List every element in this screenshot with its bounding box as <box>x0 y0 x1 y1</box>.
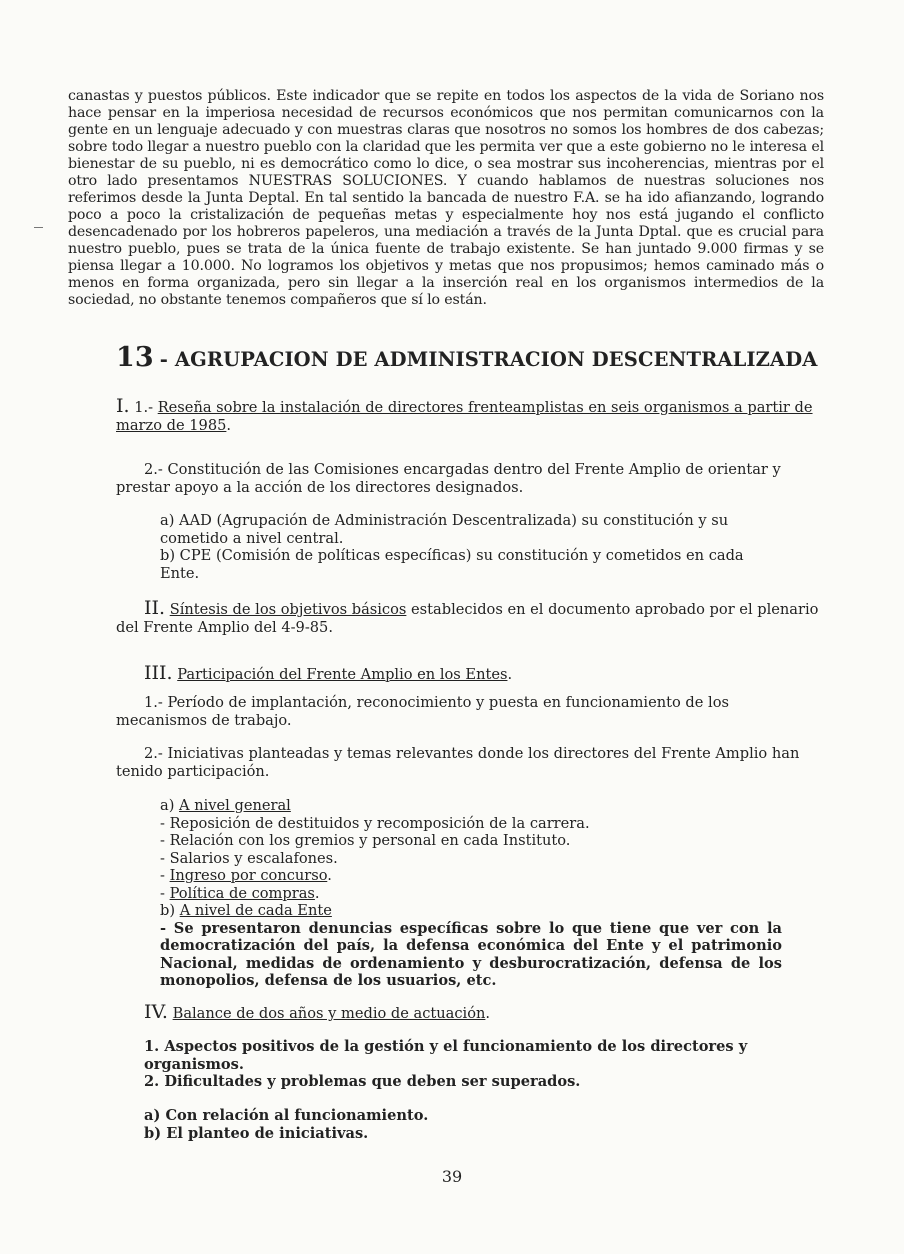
item-end: . <box>226 416 232 434</box>
list-item: - Relación con los gremios y personal en cada Instituto. <box>160 832 571 849</box>
part-3-heading <box>144 662 824 684</box>
part-1-subitems <box>160 512 780 582</box>
part-4-subitems <box>144 1107 824 1142</box>
part-2-underlined: Síntesis de los objetivos básicos <box>169 601 407 618</box>
subsection-a-title: A nivel general <box>179 797 291 814</box>
list-item: - Reposición de destituidos y recomposición de la carrera. <box>160 814 590 832</box>
subitem-a: a) AAD (Agrupación de Administración Descentralizada) su constitución y su cometido a nivel central. <box>160 512 729 547</box>
part-3-item-1 <box>116 694 824 729</box>
part-2 <box>116 597 824 636</box>
part-4-title: Balance de dos años y medio de actuación <box>172 1005 486 1022</box>
part-3-item-2 <box>116 745 824 780</box>
dash: - <box>160 884 170 902</box>
intro-text: canastas y puestos públicos. Este indicador que se repite en todos los aspectos de la vida de Soriano nos hace pensar en la imperiosa necesidad de recursos económicos que nos permitan comunicarnos con la gente en un lenguaje adecuado y con muestras claras que nosotros no somos los hombres de dos cabezas; sobre todo llegar a nuestro pueblo con la claridad que les permita ver que a este gobierno no le interesa el bienestar de su pueblo, ni es democrático como lo dice, o sea mostrar sus incoherencias, mientras por el otro lado presentamos NUESTRAS SOLUCIONES. Y cuando hablamos de nuestras soluciones nos referimos desde la Junta Deptal. En tal sentido la bancada de nuestro F.A. se ha ido afianzando, logrando poco a poco la cristalización de pequeñas metas y especialmente hoy nos está jugando el conflicto desencadenado por los hobreros papeleros, una mediación a través de la Junta Dptal. que es crucial para nuestro pueblo, pues se trata de la única fuente de trabajo existente. Se han juntado 9.000 firmas y se piensa llegar a 10.000. No logramos los objetivos y metas que nos propusimos; hemos caminado más o menos en forma organizada, pero sin llegar a la inserción real en los organismos intermedios de la sociedad, no obstante tenemos compañeros que sí lo están. <box>68 88 824 308</box>
part-1-item-1 <box>116 395 824 434</box>
part-1-item-2 <box>116 461 824 496</box>
subitem-a: a) Con relación al funcionamiento. <box>144 1107 429 1124</box>
subsection-b-text: - Se presentaron denuncias específicas sobre lo que tiene que ver con la democratización del país, la defensa económica del Ente y el patrimonio Nacional, medidas de ordenamiento y desburocratización, defensa de los monopolios, defensa de los usuarios, etc. <box>160 919 782 989</box>
part-2-text: establecidos en el documento aprobado por el plenario del Frente Amplio del 4-9-85. <box>116 601 819 636</box>
section-title: - AGRUPACION DE ADMINISTRACION DESCENTRALIZADA <box>159 348 818 371</box>
intro-paragraph <box>68 88 824 309</box>
item-text: 1. Aspectos positivos de la gestión y el funcionamiento de los directores y organismos. <box>144 1038 748 1073</box>
subitem-b: b) CPE (Comisión de políticas específicas) su constitución y cometidos en cada Ente. <box>160 547 744 582</box>
list-item: Ingreso por concurso <box>169 867 328 884</box>
list-item: Política de compras <box>169 884 315 902</box>
roman-numeral: IV. <box>144 1001 168 1023</box>
roman-numeral: III. <box>144 662 173 684</box>
part-3-title: Participación del Frente Amplio en los Entes <box>177 666 508 683</box>
item-text: 2.- Iniciativas planteadas y temas relevantes donde los directores del Frente Amplio han tenido participación. <box>116 745 800 780</box>
title-end: . <box>485 1005 491 1022</box>
subsection-b-title: A nivel de cada Ente <box>179 902 332 919</box>
item-number: 1.- <box>134 399 154 416</box>
margin-mark <box>34 227 43 228</box>
item-text: 1.- Período de implantación, reconocimiento y puesta en funcionamiento de los mecanismos de trabajo. <box>116 694 729 729</box>
roman-numeral: I. <box>116 395 130 417</box>
part-4-item-2 <box>144 1073 824 1091</box>
item-end: . <box>314 884 320 902</box>
section-number: 13 <box>116 342 154 373</box>
part-4-item-1 <box>144 1038 824 1073</box>
part-3-subsections <box>160 797 782 990</box>
dash: - <box>160 867 170 884</box>
page-number: 39 <box>441 1167 463 1186</box>
list-item: - Salarios y escalafones. <box>160 849 338 867</box>
subsection-a-prefix: a) <box>160 797 175 814</box>
title-end: . <box>507 666 513 683</box>
item-text: Reseña sobre la instalación de directores frenteamplistas en seis organismos a partir de marzo de 1985 <box>116 399 813 434</box>
part-4-heading <box>144 1001 824 1023</box>
item-end: . <box>327 867 332 884</box>
item-text: 2. Dificultades y problemas que deben ser superados. <box>144 1073 581 1090</box>
subsection-b-prefix: b) <box>160 902 176 919</box>
subitem-b: b) El planteo de iniciativas. <box>144 1124 369 1142</box>
section-heading <box>116 342 836 373</box>
roman-numeral: II. <box>144 597 166 619</box>
item-text: 2.- Constitución de las Comisiones encargadas dentro del Frente Amplio de orientar y prestar apoyo a la acción de los directores designados. <box>116 461 781 496</box>
